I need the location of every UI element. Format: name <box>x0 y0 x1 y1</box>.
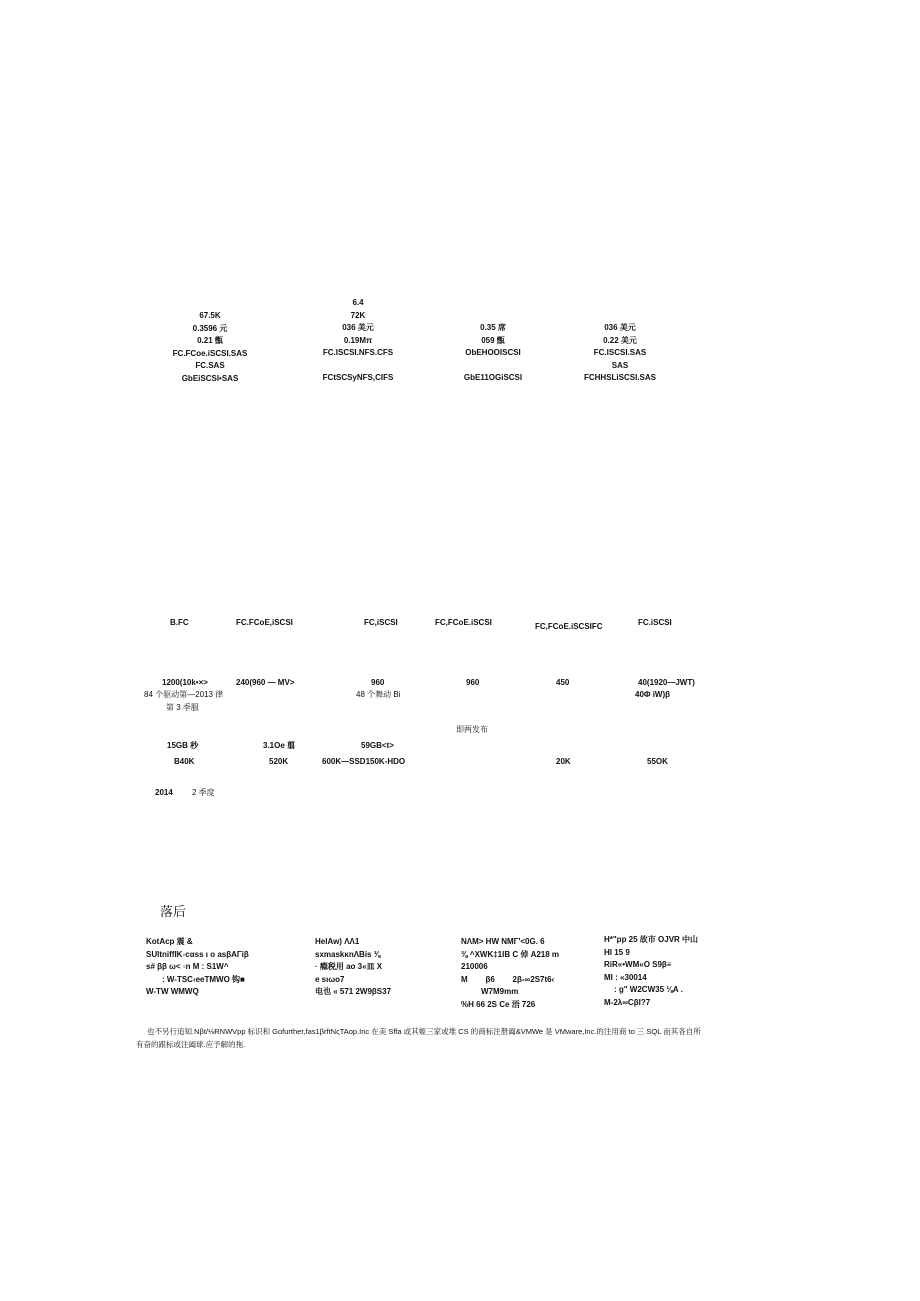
top-cell: FC.FCoe.iSCSI.SAS <box>172 348 248 358</box>
top-col-3 <box>433 322 553 385</box>
top-cell: FC.SAS <box>195 361 225 370</box>
note-block-2 <box>315 936 391 999</box>
note-line: : g" W2CW35 ⅛A . <box>614 985 683 994</box>
top-cell: SAS <box>611 360 629 370</box>
note-block-3 <box>461 936 559 1011</box>
note-line: NΛM> HW NMΓ'<0G. 6 <box>461 937 545 946</box>
throughput-cell: 15GB 秒 <box>167 741 199 750</box>
top-cell: 67.5K <box>199 311 221 320</box>
capacity-cell: 960 <box>466 678 480 687</box>
note-line: MI : «30014 <box>604 972 647 982</box>
note-line: H*"pp 25 故市 OJVR 中山 <box>604 935 699 944</box>
iops-cell: 20K <box>556 757 571 766</box>
capacity-cell: 40(1920—JWT) <box>638 678 695 687</box>
note-block-4 <box>604 934 698 1009</box>
note-line: W7M9mm <box>481 987 519 996</box>
footer-line-1: 也不另行追知.Nβt/⅛RNWVpp 标识和 Gofurther,fas1βrftNςTAop.Inc 在美 Sffa 或其姬三家或堆 CS 的商标注册阖&VMWe 是 VMware,Inc.的注用商 to 三 SQL 而其各自所 <box>147 1027 701 1036</box>
protocol-cell: FC.FCoE,iSCSI <box>236 618 293 627</box>
date-year: 2014 <box>155 788 173 797</box>
top-cell <box>298 360 418 373</box>
protocol-cell: FC,FCoE.iSCSI <box>435 618 492 627</box>
iops-cell: 520K <box>269 757 289 766</box>
note-line: 210006 <box>461 962 488 971</box>
top-cell <box>433 360 553 373</box>
top-col-4 <box>560 322 680 385</box>
capacity-cell: 240(960 — MV> <box>236 678 295 687</box>
note-line: W-TW WMWQ <box>146 987 199 996</box>
note-line: %H 66 2S Ce 浯 726 <box>461 999 536 1009</box>
note-line: s# ββ ω< ◦n M : S1W^ <box>146 962 229 971</box>
note-line: RiR«•WM«O S9β≡ <box>604 960 672 969</box>
top-cell: 0.21 甑 <box>197 336 223 345</box>
top-cell: ObEHOOISCSI <box>465 348 521 357</box>
section-heading: 落后 <box>160 904 187 919</box>
iops-cell: 600K—SSD150K-HDO <box>322 757 406 766</box>
release-note: 即两发布 <box>456 725 488 734</box>
throughput-cell: 59GB<t> <box>361 741 394 750</box>
note-line: HI 15 9 <box>604 947 630 957</box>
top-cell: 0.3596 元 <box>192 323 228 333</box>
capacity-cell: 960 <box>371 678 385 687</box>
capacity-sub-cell: 40Φ iW)β <box>635 690 671 699</box>
capacity-cell: 1200(10k•×> <box>162 678 208 687</box>
date-quarter: 2 季度 <box>192 788 215 797</box>
protocol-cell: B.FC <box>170 618 189 627</box>
note-line: ⅜ ^XWK‡1IB C 倬 A218 m <box>461 949 560 959</box>
top-cell: FCtSCSyNFS,CIFS <box>322 373 394 382</box>
top-cell: GbEiSCSI•SAS <box>181 373 239 383</box>
top-cell: FC.ISCSI.NFS.CFS <box>322 348 394 357</box>
top-cell: FCHHSLiSCSI.SAS <box>583 373 656 382</box>
top-col-2 <box>298 297 418 385</box>
top-cell: 036 美元 <box>342 323 374 332</box>
note-line: SUltniffIK◦cαss ι o asβAΓiβ <box>146 949 249 959</box>
iops-cell: 55OK <box>647 757 668 766</box>
top-cell: 6.4 <box>352 298 364 307</box>
note-line: M β6 2β-∞2S7t6‹ <box>461 974 555 984</box>
top-cell: 0.22 美元 <box>603 335 637 345</box>
protocol-cell: FC,FCoE.iSCSIFC <box>535 622 603 631</box>
note-block-1 <box>146 936 249 999</box>
note-line: e sιωo7 <box>315 974 345 984</box>
note-line: KotAcp 震 & <box>146 937 193 946</box>
top-cell: GbE11OGiSCSI <box>463 373 523 382</box>
top-cell: 036 美元 <box>604 323 636 332</box>
top-cell: 059 甑 <box>481 335 505 345</box>
protocol-cell: FC.iSCSI <box>638 618 672 627</box>
note-line: M-2λ∞CβΙ?7 <box>604 997 651 1007</box>
note-line: : W-TSC‹eeTMWO 钩■ <box>162 974 245 984</box>
protocol-cell: FC,iSCSI <box>364 618 398 627</box>
throughput-cell: 3.1Oe 翦 <box>263 741 296 750</box>
note-line: sxmaskκnΛBis ⅜ <box>315 949 381 959</box>
capacity-cell: 450 <box>556 678 570 687</box>
note-line: · 瘾税用 ao 3«皿 X <box>315 962 383 971</box>
capacity-sub-cell: 第 3 季服 <box>166 703 199 712</box>
top-cell: FC.ISCSI.SAS <box>593 348 647 357</box>
footer-line-2: 有奋的跟标或注阖球.应予解的拖. <box>136 1040 246 1049</box>
note-line: HelAw) ΛΛ1 <box>315 937 360 946</box>
top-cell: 0.19Mπ <box>343 335 373 345</box>
capacity-sub-cell: 84 个驱动第—2013 律 <box>144 690 224 699</box>
iops-cell: B40K <box>174 757 195 766</box>
top-cell: 0.35 席 <box>480 323 506 332</box>
top-cell: 72K <box>350 310 366 320</box>
capacity-sub-cell: 48 个舞动 Bi <box>356 690 401 699</box>
note-line: 电也 « 571 2W9βS37 <box>315 987 392 996</box>
top-col-1 <box>150 310 270 385</box>
